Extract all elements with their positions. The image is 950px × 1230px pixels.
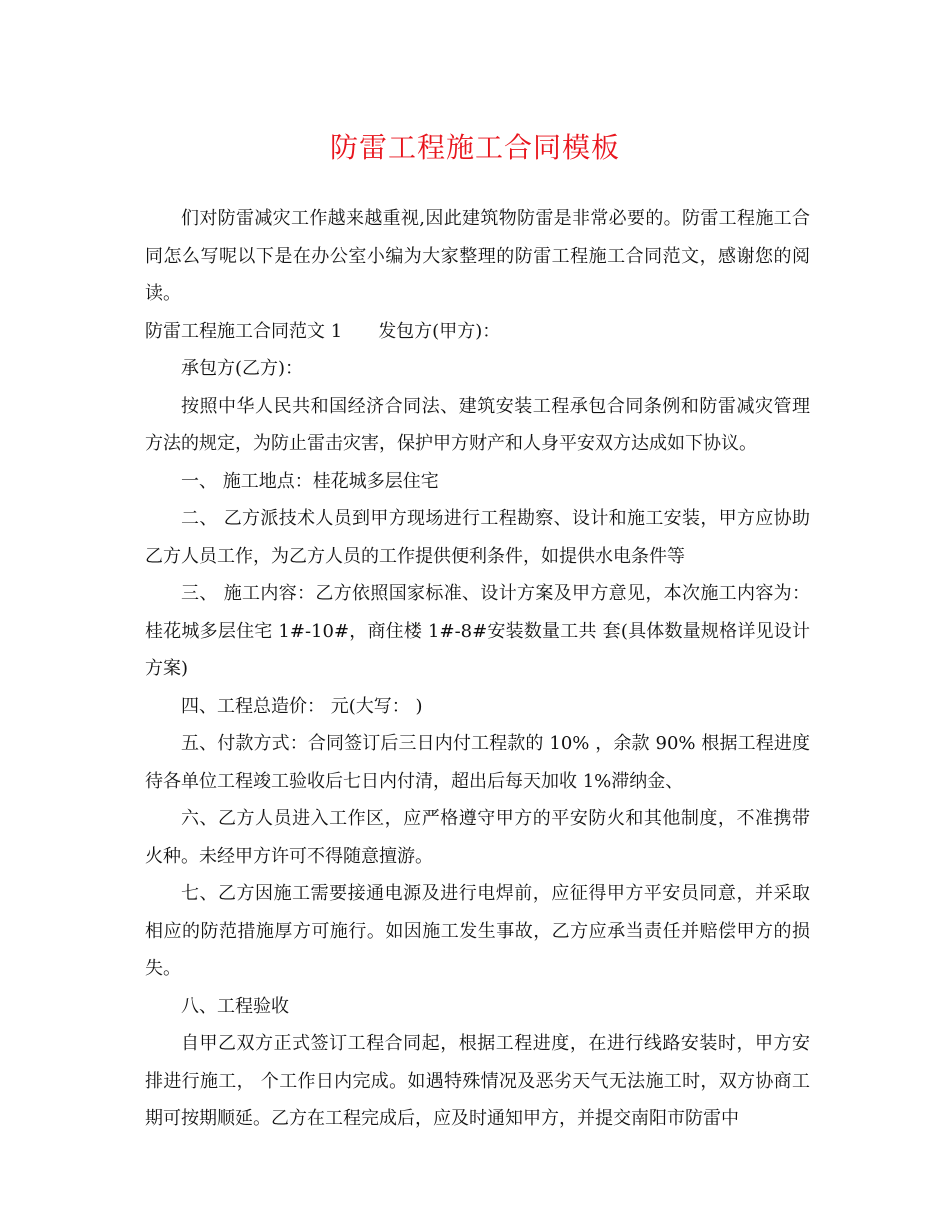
party-b-label: 承包方(乙方)：	[181, 358, 304, 379]
clause-1: 一、 施工地点：桂花城多层住宅	[181, 470, 439, 492]
sample-heading-line	[145, 313, 810, 351]
sample-heading: 防雷工程施工合同范文 1	[145, 320, 343, 342]
clause-3: 三、 施工内容：乙方依照国家标准、设计方案及甲方意见，本次施工内容为：桂花城多层住宅 1#-10#，商住楼 1#-8#安装数量工共 套(具体数量规格详见设计方案)	[145, 583, 810, 679]
document-body	[145, 200, 810, 1138]
intro-paragraph: 们对防雷减灾工作越来越重视,因此建筑物防雷是非常必要的。防雷工程施工合同怎么写呢以下是在办公室小编为大家整理的防雷工程施工合同范文，感谢您的阅读。	[145, 208, 810, 304]
clause-6: 六、乙方人员进入工作区，应严格遵守甲方的平安防火和其他制度，不准携带火种。未经甲方许可不得随意擅游。	[145, 808, 810, 867]
document-title: 防雷工程施工合同模板	[329, 131, 620, 164]
clause-7: 七、乙方因施工需要接通电源及进行电焊前，应征得甲方平安员同意，并采取相应的防范措施厚方可施行。如因施工发生事故，乙方应承当责任并赔偿甲方的损失。	[145, 883, 810, 979]
party-a-label: 发包方(甲方)：	[378, 320, 501, 342]
clause-8-heading: 八、工程验收	[181, 995, 289, 1017]
clause-5: 五、付款方式：合同签订后三日内付工程款的 10% ，余款 90% 根据工程进度待各单位工程竣工验收后七日内付清，超出后每天加收 1%滞纳金、	[145, 733, 810, 792]
clause-2: 二、 乙方派技术人员到甲方现场进行工程勘察、设计和施工安装，甲方应协助乙方人员工作，为乙方人员的工作提供便利条件，如提供水电条件等	[145, 508, 810, 567]
preamble-paragraph: 按照中华人民共和国经济合同法、建筑安装工程承包合同条例和防雷减灾管理方法的规定，为防止雷击灾害，保护甲方财产和人身平安双方达成如下协议。	[145, 395, 810, 454]
clause-8-paragraph: 自甲乙双方正式签订工程合同起，根据工程进度，在进行线路安装时，甲方安排进行施工， 个工作日内完成。如遇特殊情况及恶劣天气无法施工时，双方协商工期可按期顺延。乙方在工程完成后，应及时通知甲方，并提交南阳市防雷中	[145, 1033, 810, 1129]
clause-4: 四、工程总造价： 元(大写： )	[181, 695, 423, 717]
